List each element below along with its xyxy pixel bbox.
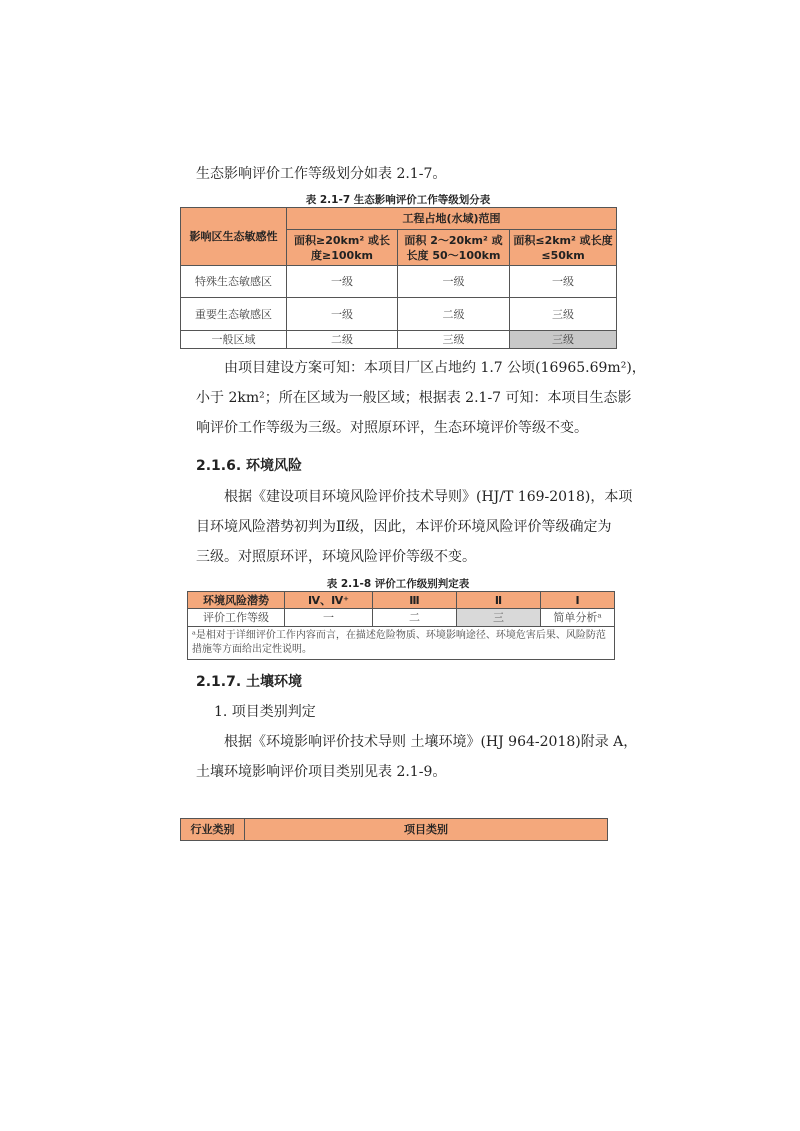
header-level-4: Ⅳ、Ⅳ⁺ xyxy=(285,592,373,609)
table-cell: 一级 xyxy=(287,298,398,331)
col-header-1: 面积≥20km² 或长度≥100km xyxy=(287,230,398,266)
table-cell: 一级 xyxy=(510,266,617,298)
soil-category-table xyxy=(180,818,608,841)
header-sensitivity: 影响区生态敏感性 xyxy=(181,208,287,266)
row-label: 评价工作等级 xyxy=(188,609,285,627)
section-heading-2-1-7: 2.1.7. 土壤环境 xyxy=(196,674,303,690)
table-cell: 简单分析ᵃ xyxy=(541,609,615,627)
para2-line2: 目环境风险潜势初判为Ⅱ级，因此，本评价环境风险评价等级确定为 xyxy=(196,519,612,535)
table-row xyxy=(181,298,617,331)
table2-caption: 表 2.1-8 评价工作级别判定表 xyxy=(326,578,470,590)
col-header-2: 面积 2～20km² 或长度 50～100km xyxy=(398,230,510,266)
header-industry: 行业类别 xyxy=(181,819,245,841)
risk-grade-table xyxy=(187,591,615,660)
table-cell: 二 xyxy=(373,609,457,627)
para2-line3: 三级。对照原环评，环境风险评价等级不变。 xyxy=(196,549,476,565)
para1-line3: 响评价工作等级为三级。对照原环评，生态环境评价等级不变。 xyxy=(196,420,588,436)
header-project-category: 项目类别 xyxy=(245,819,608,841)
para1-line2: 小于 2km²；所在区域为一般区域；根据表 2.1-7 可知：本项目生态影 xyxy=(196,390,632,406)
para2-line1: 根据《建设项目环境风险评价技术导则》(HJ/T 169-2018)，本项 xyxy=(224,489,633,505)
row-label: 一般区域 xyxy=(181,331,287,349)
para3-line2: 土壤环境影响评价项目类别见表 2.1-9。 xyxy=(196,764,447,780)
intro-line: 生态影响评价工作等级划分如表 2.1-7。 xyxy=(196,166,447,182)
table-cell: 一级 xyxy=(398,266,510,298)
header-range: 工程占地(水域)范围 xyxy=(287,208,617,230)
table-row xyxy=(181,266,617,298)
table-cell: 三级 xyxy=(398,331,510,349)
row-label: 特殊生态敏感区 xyxy=(181,266,287,298)
table-cell: 一 xyxy=(285,609,373,627)
table-row xyxy=(181,331,617,349)
eco-grade-table xyxy=(180,207,617,349)
header-level-1: Ⅰ xyxy=(541,592,615,609)
row-label: 重要生态敏感区 xyxy=(181,298,287,331)
table-cell-highlighted: 三级 xyxy=(510,331,617,349)
table-cell-highlighted: 三 xyxy=(457,609,541,627)
table-cell: 二级 xyxy=(398,298,510,331)
list-item-1: 1. 项目类别判定 xyxy=(214,704,316,720)
col-header-3: 面积≤2km² 或长度≤50km xyxy=(510,230,617,266)
table-row xyxy=(188,609,615,627)
table-cell: 三级 xyxy=(510,298,617,331)
header-level-3: Ⅲ xyxy=(373,592,457,609)
table-cell: 二级 xyxy=(287,331,398,349)
para3-line1: 根据《环境影响评价技术导则 土壤环境》(HJ 964-2018)附录 A， xyxy=(224,734,638,750)
section-heading-2-1-6: 2.1.6. 环境风险 xyxy=(196,458,303,474)
header-level-2: Ⅱ xyxy=(457,592,541,609)
table1-caption: 表 2.1-7 生态影响评价工作等级划分表 xyxy=(305,194,491,206)
table-cell: 一级 xyxy=(287,266,398,298)
table-note: ᵃ是相对于详细评价工作内容而言，在描述危险物质、环境影响途径、环境危害后果、风险防范措施等方面给出定性说明。 xyxy=(188,627,615,660)
para1-line1: 由项目建设方案可知：本项目厂区占地约 1.7 公顷(16965.69m²)， xyxy=(224,360,646,376)
header-risk-potential: 环境风险潜势 xyxy=(188,592,285,609)
